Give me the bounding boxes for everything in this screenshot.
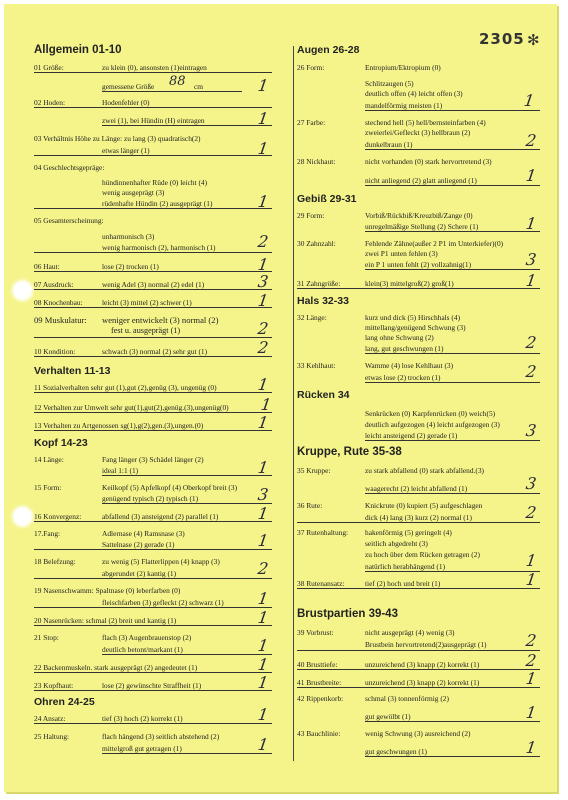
item-21-score: 1 [256,636,270,655]
item-22-label: 22 Backenmuskeln. stark ausgeprägt (2) angedeutet (1) [34,663,198,672]
item-20-score: 1 [256,608,270,627]
item-39-rule [297,650,540,651]
section-ruecken: Rücken 34 [297,389,350,401]
item-15-line1: Keilkopf (5) Apfelkopf (4) Oberkopf breit (3) [102,483,238,492]
item-18-label: 18 Belefzung: [34,557,76,566]
item-40-score: 2 [524,651,538,670]
item-39-score: 2 [524,631,538,650]
item-26-rule [365,110,540,111]
item-09-score: 2 [256,319,270,338]
item-27-score: 2 [524,131,538,150]
item-16-line1: abfallend (3) ansteigend (2) parallel (1) [102,512,219,521]
item-14-label: 14 Länge: [34,455,64,464]
item-27-line2: zweierlei/Gefleckt (3) hellbraun (2) [365,128,471,137]
item-02-rule2 [102,125,272,126]
item-30-line1: Fehlende Zähne(außer 2 P1 im Unterkiefer)(0) [365,239,504,248]
item-01-line1: zu klein (0), ansonsten (1)eintragen [102,63,207,72]
item-25-rule [102,753,272,754]
item-35-rule [365,493,540,494]
section-augen: Augen 26-28 [297,44,360,56]
item-11-label: 11 Sozialverhalten sehr gut (1),gut (2),genüg (3), ungenüg (0) [34,383,217,392]
item-02-score: 1 [256,109,270,128]
item-31-score: 1 [524,271,538,290]
item-31-line1: klein(3) mittelgroß(2) groß(1) [365,279,454,288]
item-07-line1: wenig Adel (3) normal (2) edel (1) [102,280,205,289]
item-33-rule [365,382,540,383]
item-14-line1: Fang länger (3) Schädel länger (2) [102,455,204,464]
item-37-line3: zu hoch über dem Rücken getragen (2) [365,550,480,559]
item-02-label: 02 Hoden: [34,98,65,107]
item-36-score: 2 [524,503,538,522]
item-17-line2: Sattelnase (2) gerade (1) [102,540,175,549]
punch-hole-bottom [14,508,31,525]
item-26-label: 26 Form: [297,63,325,72]
item-23-line1: lose (2) gewünschte Straffheit (1) [102,681,202,690]
item-01-score: 1 [256,76,270,95]
item-03-line2: etwas länger (1) [102,146,150,155]
item-24-score: 1 [256,705,270,724]
item-32-score: 2 [524,333,538,352]
item-11-rule [34,392,272,393]
item-10-score: 2 [256,338,270,357]
item-31-rule [297,288,540,289]
item-06-score: 1 [256,255,270,274]
item-32-line3: lang ohne Schwung (2) [365,333,434,342]
item-24-rule [34,723,272,724]
item-25-line2: mittelgroß gut getragen (1) [102,744,182,753]
item-14-line2: ideal 1:1 (1) [102,466,139,475]
item-16-score: 1 [256,504,270,523]
item-32-label: 32 Länge: [297,313,327,322]
item-22-score: 1 [256,655,270,674]
item-09-label: 09 Muskulatur: [34,315,87,325]
item-01-handwritten-size: 88 [169,74,186,89]
section-kopf: Kopf 14-23 [34,437,88,449]
item-24-label: 24 Ansatz: [34,714,66,723]
item-30-line3: ein P 1 unten fehlt (2) vollzahnig(1) [365,260,472,269]
item-08-score: 1 [256,291,270,310]
item-34-line3: leicht ansteigend (2) gerade (1) [365,431,458,440]
item-10-rule [34,356,272,357]
item-31-label: 31 Zahngröße: [297,279,341,288]
item-21-label: 21 Stop: [34,633,59,642]
item-06-label: 06 Haut: [34,262,60,271]
item-04-line2: wenig ausgeprägt (3) [102,188,165,197]
item-10-label: 10 Kondition: [34,347,76,356]
item-29-line1: Vorbiß/Rückbiß/Kreuzbiß/Zange (0) [365,211,473,220]
item-37-label: 37 Rutenhaltung: [297,528,349,537]
item-05-line2: wenig harmonisch (2), harmonisch (1) [102,243,216,252]
item-17-rule [34,549,272,550]
item-38-line1: tief (2) hoch und breit (1) [365,579,441,588]
item-36-line1: Knickrute (0) kupiert (5) aufgeschlagen [365,501,483,510]
item-42-line1: schmal (3) tonnenförmig (2) [365,694,449,703]
item-33-label: 33 Kehlhaut: [297,361,336,370]
item-02-line2: zwei (1), bei Hündin (H) eintragen [102,116,205,125]
item-37-line4: natürlich herabhängend (1) [365,562,446,571]
item-29-label: 29 Form: [297,211,325,220]
item-05-score: 2 [256,232,270,251]
item-09-line1: weniger entwickelt (3) normal (2) [102,315,219,325]
item-17-score: 1 [256,531,270,550]
item-15-label: 15 Form: [34,483,62,492]
item-35-label: 35 Kruppe: [297,466,331,475]
item-34-line2: deutlich aufgezogen (4) leicht aufgezogen (3) [365,420,500,429]
item-28-line2: nicht anliegend (2) glatt anliegend (1) [365,176,477,185]
item-01-label: 01 Größe: [34,63,64,72]
item-13-rule [34,430,272,431]
item-05-line1: unharmonisch (3) [102,232,155,241]
item-34-score: 3 [524,421,538,440]
item-24-line1: tief (3) hoch (2) korrekt (1) [102,714,183,723]
item-08-rule [34,307,272,308]
item-09-line2: fest u. ausgeprägt (1) [111,326,181,335]
item-26-line3: deutlich offen (4) leicht offen (3) [365,89,463,98]
item-21-line2: deutlich betont/markant (1) [102,645,183,654]
item-29-rule [365,231,540,232]
item-34-rule [365,440,540,441]
item-28-label: 28 Nickhaut: [297,157,336,166]
evaluation-form-page [4,4,557,792]
section-verhalten: Verhalten 11-13 [34,365,111,377]
item-18-rule [34,578,272,579]
item-27-rule [365,149,540,150]
item-19-line2: fleischfarben (3) gefleckt (2) schwarz (1) [102,598,224,607]
item-12-label: 12 Verhalten zur Umwelt sehr gut(1),gut(2),genüg.(3),ungenüg(0) [34,403,229,412]
item-04-score: 1 [256,192,270,211]
item-32-rule [365,353,540,354]
item-35-line1: zu stark abfallend (0) stark abfallend.(3) [365,466,485,475]
item-35-line2: waagerecht (2) leicht abfallend (1) [365,484,468,493]
item-03-rule [34,155,272,156]
item-14-score: 1 [256,458,270,477]
item-07-score: 3 [256,272,270,291]
item-01-rule2 [102,91,242,92]
item-39-line2: Brustbein hervortretend(2)ausgeprägt (1) [365,640,487,649]
item-27-label: 27 Farbe: [297,118,326,127]
item-34-line1: Senkrücken (0) Karpfenrücken (0) weich(5) [365,409,496,418]
item-30-rule [365,269,540,270]
item-37-rule [365,571,540,572]
item-37-line1: hakenförmig (5) geringelt (4) [365,528,452,537]
item-22-rule [34,672,272,673]
item-12-score: 1 [259,395,273,414]
item-23-rule [34,690,272,691]
item-36-label: 36 Rute: [297,501,323,510]
item-36-line2: dick (4) lang (3) kurz (2) normal (1) [365,513,472,522]
item-10-line1: schwach (3) normal (2) sehr gut (1) [102,347,208,356]
item-29-line2: unregelmäßige Stellung (2) Schere (1) [365,222,479,231]
item-32-line2: mittellang/genügend Schwung (3) [365,323,466,332]
item-04-line1: hündinnenhafter Rüde (0) leicht (4) [102,178,208,187]
item-33-line2: etwas lose (2) trocken (1) [365,373,441,382]
item-28-score: 1 [524,166,538,185]
column-divider [293,46,294,761]
item-30-line2: zwei P1 unten fehlen (3) [365,249,438,258]
item-20-rule [34,625,272,626]
section-kruppe-rute: Kruppe, Rute 35-38 [297,446,402,458]
item-43-line1: wenig Schwung (3) ausreichend (2) [365,729,471,738]
item-01-unit: cm [194,82,204,91]
item-39-line1: nicht ausgeprägt (4) wenig (3) [365,628,455,637]
item-15-score: 3 [256,485,270,504]
item-07-rule [34,289,272,290]
item-40-line1: unzureichend (3) knapp (2) korrekt (1) [365,660,480,669]
item-16-label: 16 Konvergenz: [34,512,82,521]
item-37-line2: seitlich abgedreht (3) [365,539,428,548]
item-20-label: 20 Nasenrücken: schmal (2) breit und kantig (1) [34,616,177,625]
item-21-line1: flach (3) Augenbrauenstop (2) [102,633,192,642]
item-30-label: 30 Zahnzahl: [297,239,336,248]
item-18-line2: abgerundet (2) kantig (1) [102,569,177,578]
item-18-line1: zu wenig (5) Flatterlippen (4) knapp (3) [102,557,220,566]
item-38-score: 1 [524,570,538,589]
item-13-score: 1 [256,413,270,432]
item-28-line1: nicht vorhanden (0) stark hervortretend (3) [365,157,492,166]
item-38-label: 38 Rutenansatz: [297,579,345,588]
item-16-rule [34,521,272,522]
asterisk-symbol: ✻ [527,33,540,49]
item-04-rule [34,208,272,209]
item-04-line3: rüdenhafte Hündin (2) ausgeprägt (1) [102,199,213,208]
item-25-score: 1 [256,735,270,754]
item-02-rule1 [34,107,272,108]
item-02-line1: Hodenfehler (0) [102,98,150,107]
item-43-score: 1 [524,738,538,757]
item-19-rule [34,607,272,608]
section-allgemein: Allgemein 01-10 [34,44,122,56]
item-21-rule [102,654,272,655]
item-43-label: 43 Bauchlinie: [297,729,341,738]
item-25-line1: flach hängend (3) seitlich abstehend (2) [102,732,220,741]
item-11-score: 1 [256,375,270,394]
item-06-rule [34,271,272,272]
item-36-rule [297,522,540,523]
item-33-line1: Wamme (4) lose Kehlhaut (3) [365,361,454,370]
item-43-line2: gut geschwungen (1) [365,747,427,756]
item-06-line1: lose (2) trocken (1) [102,262,159,271]
item-14-rule [102,475,272,476]
item-32-line1: kurz und dick (5) Hirschhals (4) [365,313,461,322]
item-15-rule [102,503,272,504]
item-12-rule [34,412,272,413]
section-hals: Hals 32-33 [297,295,349,307]
item-01-rule1 [34,72,272,73]
document-number: 2305 [479,30,525,48]
item-27-line3: dunkelbraun (1) [365,140,413,149]
punch-hole-top [14,282,31,299]
item-01-line2: gemessene Größe [102,82,155,91]
item-27-line1: stechend hell (5) hell/bernsteinfarben (4) [365,118,486,127]
item-15-line2: genügend typisch (2) typisch (1) [102,494,199,503]
item-40-rule [297,669,540,670]
item-08-label: 08 Knochenbau: [34,298,83,307]
item-41-label: 41 Brustbreite: [297,678,342,687]
item-18-score: 2 [256,559,270,578]
item-26-line1: Entropium/Ektropium (0) [365,63,441,72]
section-gebiss: Gebiß 29-31 [297,193,357,205]
item-39-label: 39 Vorbrust: [297,628,334,637]
item-17-label: 17.Fang: [34,529,61,538]
item-26-line2: Schlitzaugen (5) [365,79,414,88]
item-40-label: 40 Brusttiefe: [297,660,338,669]
section-ohren: Ohren 24-25 [34,696,95,708]
item-38-rule [297,588,540,589]
item-13-label: 13 Verhalten zu Artgenossen sg(1),g(2),gen.(3),ungen.(0) [34,421,204,430]
item-35-score: 3 [524,474,538,493]
item-03-label: 03 Verhältnis Höhe zu Länge: zu lang (3) quadratisch(2) [34,134,201,143]
item-43-rule [365,756,540,757]
item-09-rule [34,337,272,338]
item-32-line4: lang, gut geschwungen (1) [365,344,444,353]
item-03-score: 1 [256,139,270,158]
section-brustpartien: Brustpartien 39-43 [297,608,398,620]
item-42-line2: gut gewölbt (1) [365,712,411,721]
item-33-score: 2 [524,362,538,381]
item-23-score: 1 [256,673,270,692]
item-42-rule [365,721,540,722]
item-05-rule [34,252,272,253]
item-41-rule [297,687,540,688]
item-19-score: 1 [256,589,270,608]
item-41-score: 1 [524,669,538,688]
item-26-line4: mandelförmig meisten (1) [365,101,443,110]
item-17-line1: Adlernase (4) Ramsnase (3) [102,529,185,538]
item-42-label: 42 Rippenkorb: [297,694,344,703]
item-26-score: 1 [522,91,536,110]
item-25-label: 25 Haltung: [34,732,70,741]
item-37-score: 1 [524,551,538,570]
item-29-score: 1 [524,214,538,233]
item-04-label: 04 Geschlechtsgepräge: [34,163,105,172]
item-08-line1: leicht (3) mittel (2) schwer (1) [102,298,192,307]
item-23-label: 23 Kopfhaut: [34,681,74,690]
item-28-rule [365,185,540,186]
item-07-label: 07 Ausdruck: [34,280,74,289]
item-30-score: 3 [524,250,538,269]
item-05-label: 05 Gesamterscheinung: [34,216,104,225]
item-41-line1: unzureichend (3) knapp (2) korrekt (1) [365,678,480,687]
item-42-score: 1 [524,703,538,722]
item-19-label: 19 Nasenschwamm: Spaltnase (0) leberfarben (0) [34,586,181,595]
